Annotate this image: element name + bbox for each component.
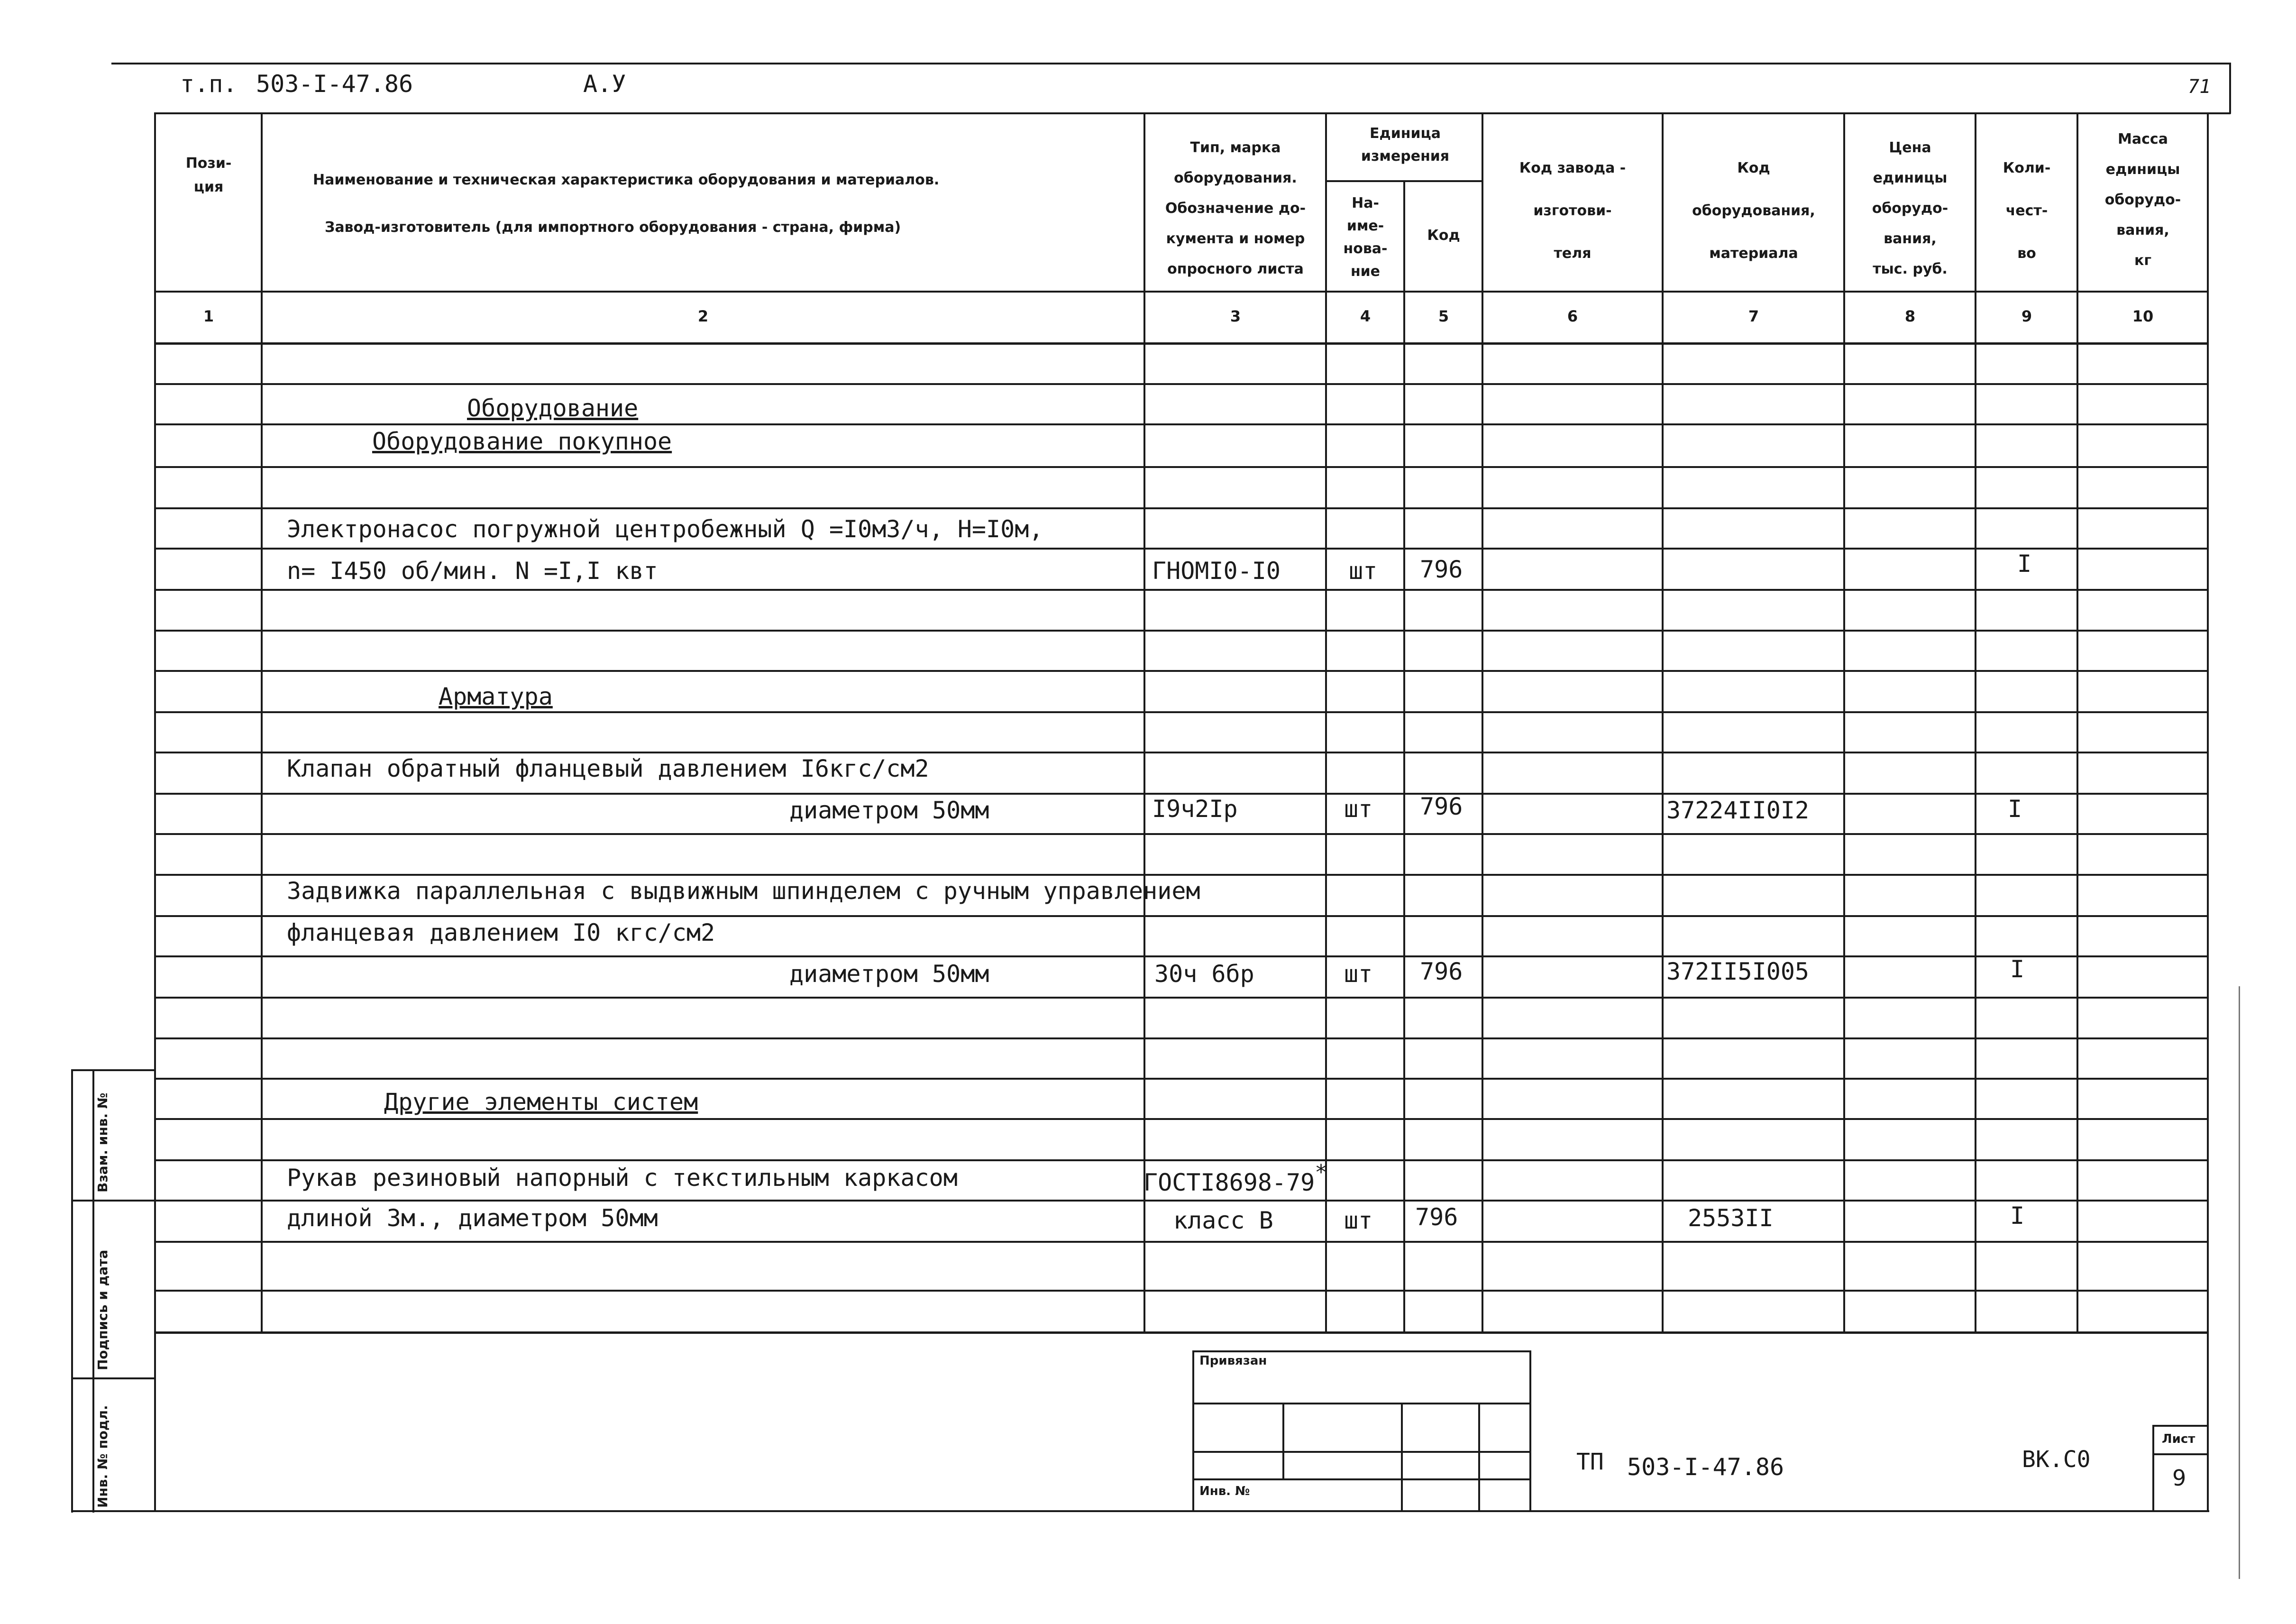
col7-header: Код оборудования, материала [1692,160,1815,262]
row-line [154,752,2209,753]
hose-unit: шт [1344,1207,1373,1234]
row-line [154,793,2209,795]
sign-date-label: Подпись и дата [95,1249,110,1370]
pump-unit: шт [1349,557,1378,585]
gate-description-line2: фланцевая давлением I0 кгс/см2 [287,919,715,946]
col10-header: Масса единицы оборудо- вания, кг [2104,131,2181,269]
sheet-box-left [2152,1425,2154,1512]
stamp-left [1192,1350,1194,1512]
col-line-8 [1975,112,1976,1333]
valve-unit-code: 796 [1420,793,1463,820]
col-line-7 [1843,112,1845,1333]
frame-right-outer [2229,63,2231,114]
row-line [154,1159,2209,1161]
valve-unit: шт [1344,795,1373,823]
side-stamp-div1 [71,1200,154,1202]
row-line [154,507,2209,509]
hose-description-line2: длиной 3м., диаметром 50мм [287,1204,658,1232]
row-line [154,548,2209,550]
sheet-number: 9 [2172,1465,2186,1491]
gate-description-line1: Задвижка параллельная с выдвижным шпинделем с ручным управлением [287,877,1200,905]
unit-group-header: Единица измерения [1361,125,1450,165]
valve-type: I9ч2Iр [1152,795,1238,823]
row-line [154,833,2209,835]
row-line [154,1200,2209,1202]
col-number: 3 [1230,307,1241,325]
footer-tp-label: ТП [1576,1449,1604,1475]
frame-header-line [154,112,2231,114]
gate-equipment-code: 372II5I005 [1666,958,1810,985]
row-line [154,997,2209,999]
numbers-bottom-line [154,342,2209,345]
pump-description-line2: n= I450 об/мин. N =I,I квт [287,557,658,585]
hose-quantity: I [2010,1202,2025,1229]
pump-type: ГНОМI0-I0 [1152,557,1281,585]
stamp-line-1 [1192,1403,1531,1404]
col-line-6 [1662,112,1664,1333]
page-mark: 71 [2188,76,2211,98]
stamp-col-2 [1401,1403,1403,1512]
inv-podl-label: Инв. № подл. [95,1405,110,1508]
doc-number: 503-I-47.86 [256,70,413,98]
section-title-equipment: Оборудование [467,395,639,422]
pump-unit-code: 796 [1420,556,1463,583]
frame-page-edge [2239,986,2240,1579]
row-line [154,1078,2209,1080]
frame-bottom-line [71,1510,2209,1512]
row-line [154,1037,2209,1039]
side-stamp-div2 [71,1377,154,1379]
pump-quantity: I [2017,550,2032,578]
col-line-1 [261,112,263,1333]
pump-description-line1: Электронасос погружной центробежный Q =I0м3/ч, Н=I0м, [287,515,1043,543]
table-bottom-line [154,1331,2209,1334]
valve-equipment-code: 37224II0I2 [1666,797,1810,824]
doc-section: А.У [583,70,626,98]
col3-header: Тип, марка оборудования. Обозначение до- кумента и номер опросного листа [1165,139,1306,277]
hose-description-line1: Рукав резиновый напорный с текстильным каркасом [287,1164,958,1192]
stamp-inv-label: Инв. № [1199,1484,1250,1498]
side-stamp-mid [92,1069,94,1513]
valve-quantity: I [2008,795,2022,823]
frame-top-line [111,63,2231,64]
sheet-label: Лист [2162,1432,2195,1446]
stamp-line-3 [1192,1478,1531,1480]
gate-quantity: I [2010,955,2025,983]
margin-tick [199,752,261,753]
stamp-line-2 [1192,1451,1531,1453]
col-number: 4 [1360,307,1371,325]
col2-header: Наименование и техническая характеристика оборудования и материалов. Завод-изготовитель (для импортного оборудования - страна, фирма) [313,172,940,236]
gate-description-line3: диаметром 50мм [789,960,989,988]
col-number: 9 [2021,307,2032,325]
col9-header: Коли- чест- во [2003,160,2051,262]
valve-description-line1: Клапан обратный фланцевый давлением I6кгс/см2 [287,755,929,782]
col8-header: Цена единицы оборудо- вания, тыс. руб. [1872,139,1948,277]
col6-header: Код завода - изготови- теля [1519,160,1626,262]
sheet-box-mid [2152,1453,2209,1455]
stamp-top [1192,1350,1531,1352]
row-line [154,1290,2209,1292]
frame-left [154,112,156,1511]
row-line [154,589,2209,591]
col-number: 7 [1748,307,1759,325]
hose-document-star: * [1315,1160,1327,1184]
header-bottom-line [154,291,2209,293]
col-number: 6 [1567,307,1578,325]
footer-code: ВК.С0 [2022,1446,2091,1473]
col5-header: Код [1427,227,1460,244]
stamp-right [1529,1350,1531,1512]
section-title-fittings: Арматура [439,683,553,710]
sheet-box-top [2152,1425,2209,1427]
unit-group-line [1325,180,1483,182]
hose-document [1143,1160,1327,1196]
gate-unit: шт [1344,960,1373,988]
col1-header: Пози- ция [185,155,232,195]
row-line [154,630,2209,632]
hose-class: класс В [1173,1207,1273,1234]
valve-description-line2: диаметром 50мм [789,797,989,824]
privyazan-label: Привязан [1199,1354,1267,1368]
hose-unit-code: 796 [1415,1203,1458,1231]
col-line-9 [2076,112,2078,1333]
row-line [154,955,2209,957]
row-line [154,874,2209,876]
col4-header: На- име- нова- ние [1343,195,1388,280]
stamp-col-1 [1282,1403,1284,1478]
col-number: 5 [1438,307,1449,325]
gate-unit-code: 796 [1420,958,1463,985]
col-number: 2 [697,307,709,325]
col-number: 1 [203,307,214,325]
section-title-other: Другие элементы систем [384,1088,698,1116]
col-number: 8 [1904,307,1916,325]
margin-tick [232,548,261,549]
col-number: 10 [2132,307,2154,325]
col-line-5 [1482,112,1483,1333]
footer-doc-number: 503-I-47.86 [1627,1453,1784,1481]
row-line [154,711,2209,713]
row-line [154,466,2209,468]
gate-type: 30ч 6бр [1154,960,1254,988]
row-line [154,423,2209,425]
row-line [154,1241,2209,1243]
stamp-col-3 [1478,1403,1480,1512]
side-stamp-top [71,1069,154,1071]
hose-document-number: ГОСТI8698-79 [1143,1169,1315,1196]
section-title-purchased: Оборудование покупное [372,428,672,455]
row-line [154,1118,2209,1120]
doc-prefix: т.п. [180,70,238,98]
col-line-2 [1143,112,1145,1333]
hose-equipment-code: 2553II [1688,1204,1774,1232]
col-line-3 [1325,112,1327,1333]
side-stamp-left [71,1069,73,1513]
row-line [154,915,2209,917]
row-line [154,383,2209,385]
vzam-inv-label: Взам. инв. № [95,1092,110,1193]
row-line [154,670,2209,672]
